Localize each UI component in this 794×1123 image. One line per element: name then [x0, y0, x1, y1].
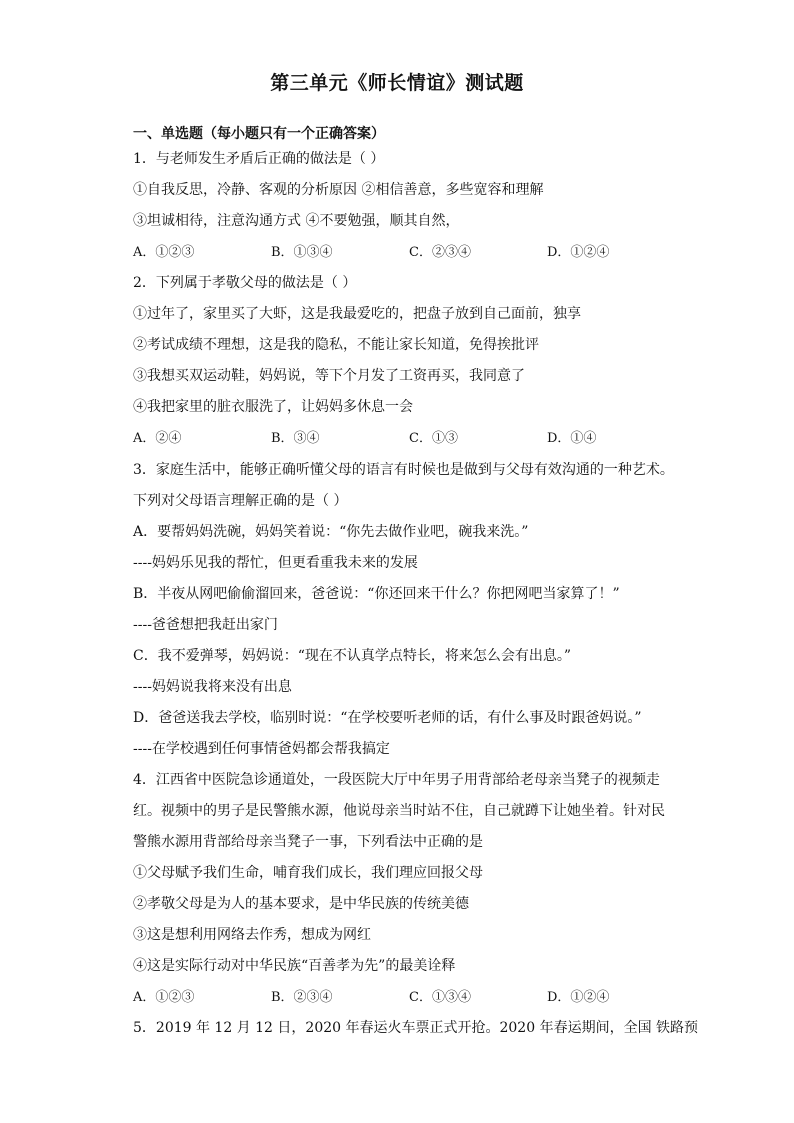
question-4-item: ①父母赋予我们生命，哺育我们成长，我们理应回报父母 [133, 865, 483, 881]
option-d: D．①②④ [547, 990, 610, 1005]
question-3-line: C．我不爱弹琴，妈妈说：“现在不认真学点特长，将来怎么会有出息。” [133, 648, 572, 664]
option-d: D．①④ [547, 431, 597, 446]
question-2-item: ④我把家里的脏衣服洗了，让妈妈多休息一会 [133, 399, 413, 415]
option-b: B．②③④ [271, 990, 333, 1005]
question-1-item: ③坦诚相待，注意沟通方式 ④不要勉强，顺其自然， [133, 213, 460, 229]
question-3-stem: 3．家庭生活中，能够正确听懂父母的语言有时候也是做到与父母有效沟通的一种艺术。 [133, 462, 674, 478]
question-2-item: ②考试成绩不理想，这是我的隐私，不能让家长知道，免得挨批评 [133, 337, 539, 353]
question-3-line: B．半夜从网吧偷偷溜回来，爸爸说：“你还回来干什么？你把网吧当家算了！” [133, 586, 620, 602]
option-d: D．①②④ [547, 245, 610, 260]
question-4-stem: 4．江西省中医院急诊通道处，一段医院大厅中年男子用背部给老母亲当凳子的视频走 [133, 772, 660, 788]
option-c: C．②③④ [409, 245, 471, 260]
section-heading: 一、单选题（每小题只有一个正确答案） [133, 126, 385, 142]
question-1-options [133, 243, 653, 263]
option-a: A．①②③ [133, 245, 195, 260]
question-3-stem: 下列对父母语言理解正确的是（ ） [133, 493, 348, 509]
question-4-stem: 红。视频中的男子是民警熊水源，他说母亲当时站不住，自己就蹲下让她坐着。针对民 [133, 803, 665, 819]
option-a: A．②④ [133, 431, 182, 446]
question-3-line: ----在学校遇到任何事情爸妈都会帮我搞定 [133, 741, 390, 757]
question-2-item: ③我想买双运动鞋，妈妈说，等下个月发了工资再买，我同意了 [133, 368, 525, 384]
question-2-item: ①过年了，家里买了大虾，这是我最爱吃的，把盘子放到自己面前，独享 [133, 306, 581, 322]
question-1-item: ①自我反思，冷静、客观的分析原因 ②相信善意，多些宽容和理解 [133, 182, 544, 198]
option-b: B．③④ [271, 431, 320, 446]
question-4-item: ③这是想利用网络去作秀，想成为网红 [133, 927, 371, 943]
question-3-line: ----妈妈乐见我的帮忙，但更看重我未来的发展 [133, 555, 418, 571]
question-3-line: ----爸爸想把我赶出家门 [133, 617, 278, 633]
question-2-options [133, 429, 653, 449]
question-3-line: A．要帮妈妈洗碗，妈妈笑着说：“你先去做作业吧，碗我来洗。” [133, 524, 529, 540]
question-5-stem: 5．2019 年 12 月 12 日，2020 年春运火车票正式开抢。2020 年春运期间，全国 铁路预 [133, 1020, 699, 1036]
question-4-stem: 警熊水源用背部给母亲当凳子一事，下列看法中正确的是 [133, 834, 483, 850]
document-title: 第三单元《师长情谊》测试题 [270, 72, 524, 94]
option-c: C．①③ [409, 431, 458, 446]
question-4-options [133, 988, 653, 1008]
option-b: B．①③④ [271, 245, 333, 260]
question-3-line: ----妈妈说我将来没有出息 [133, 679, 292, 695]
question-2-stem: 2．下列属于孝敬父母的做法是（ ） [133, 275, 357, 291]
question-4-item: ④这是实际行动对中华民族“百善孝为先”的最美诠释 [133, 958, 456, 974]
question-4-item: ②孝敬父母是为人的基本要求，是中华民族的传统美德 [133, 896, 469, 912]
option-a: A．①②③ [133, 990, 195, 1005]
question-1-stem: 1．与老师发生矛盾后正确的做法是（ ） [133, 151, 385, 167]
question-3-line: D．爸爸送我去学校，临别时说：“在学校要听老师的话，有什么事及时跟爸妈说。” [133, 710, 642, 726]
option-c: C．①③④ [409, 990, 471, 1005]
